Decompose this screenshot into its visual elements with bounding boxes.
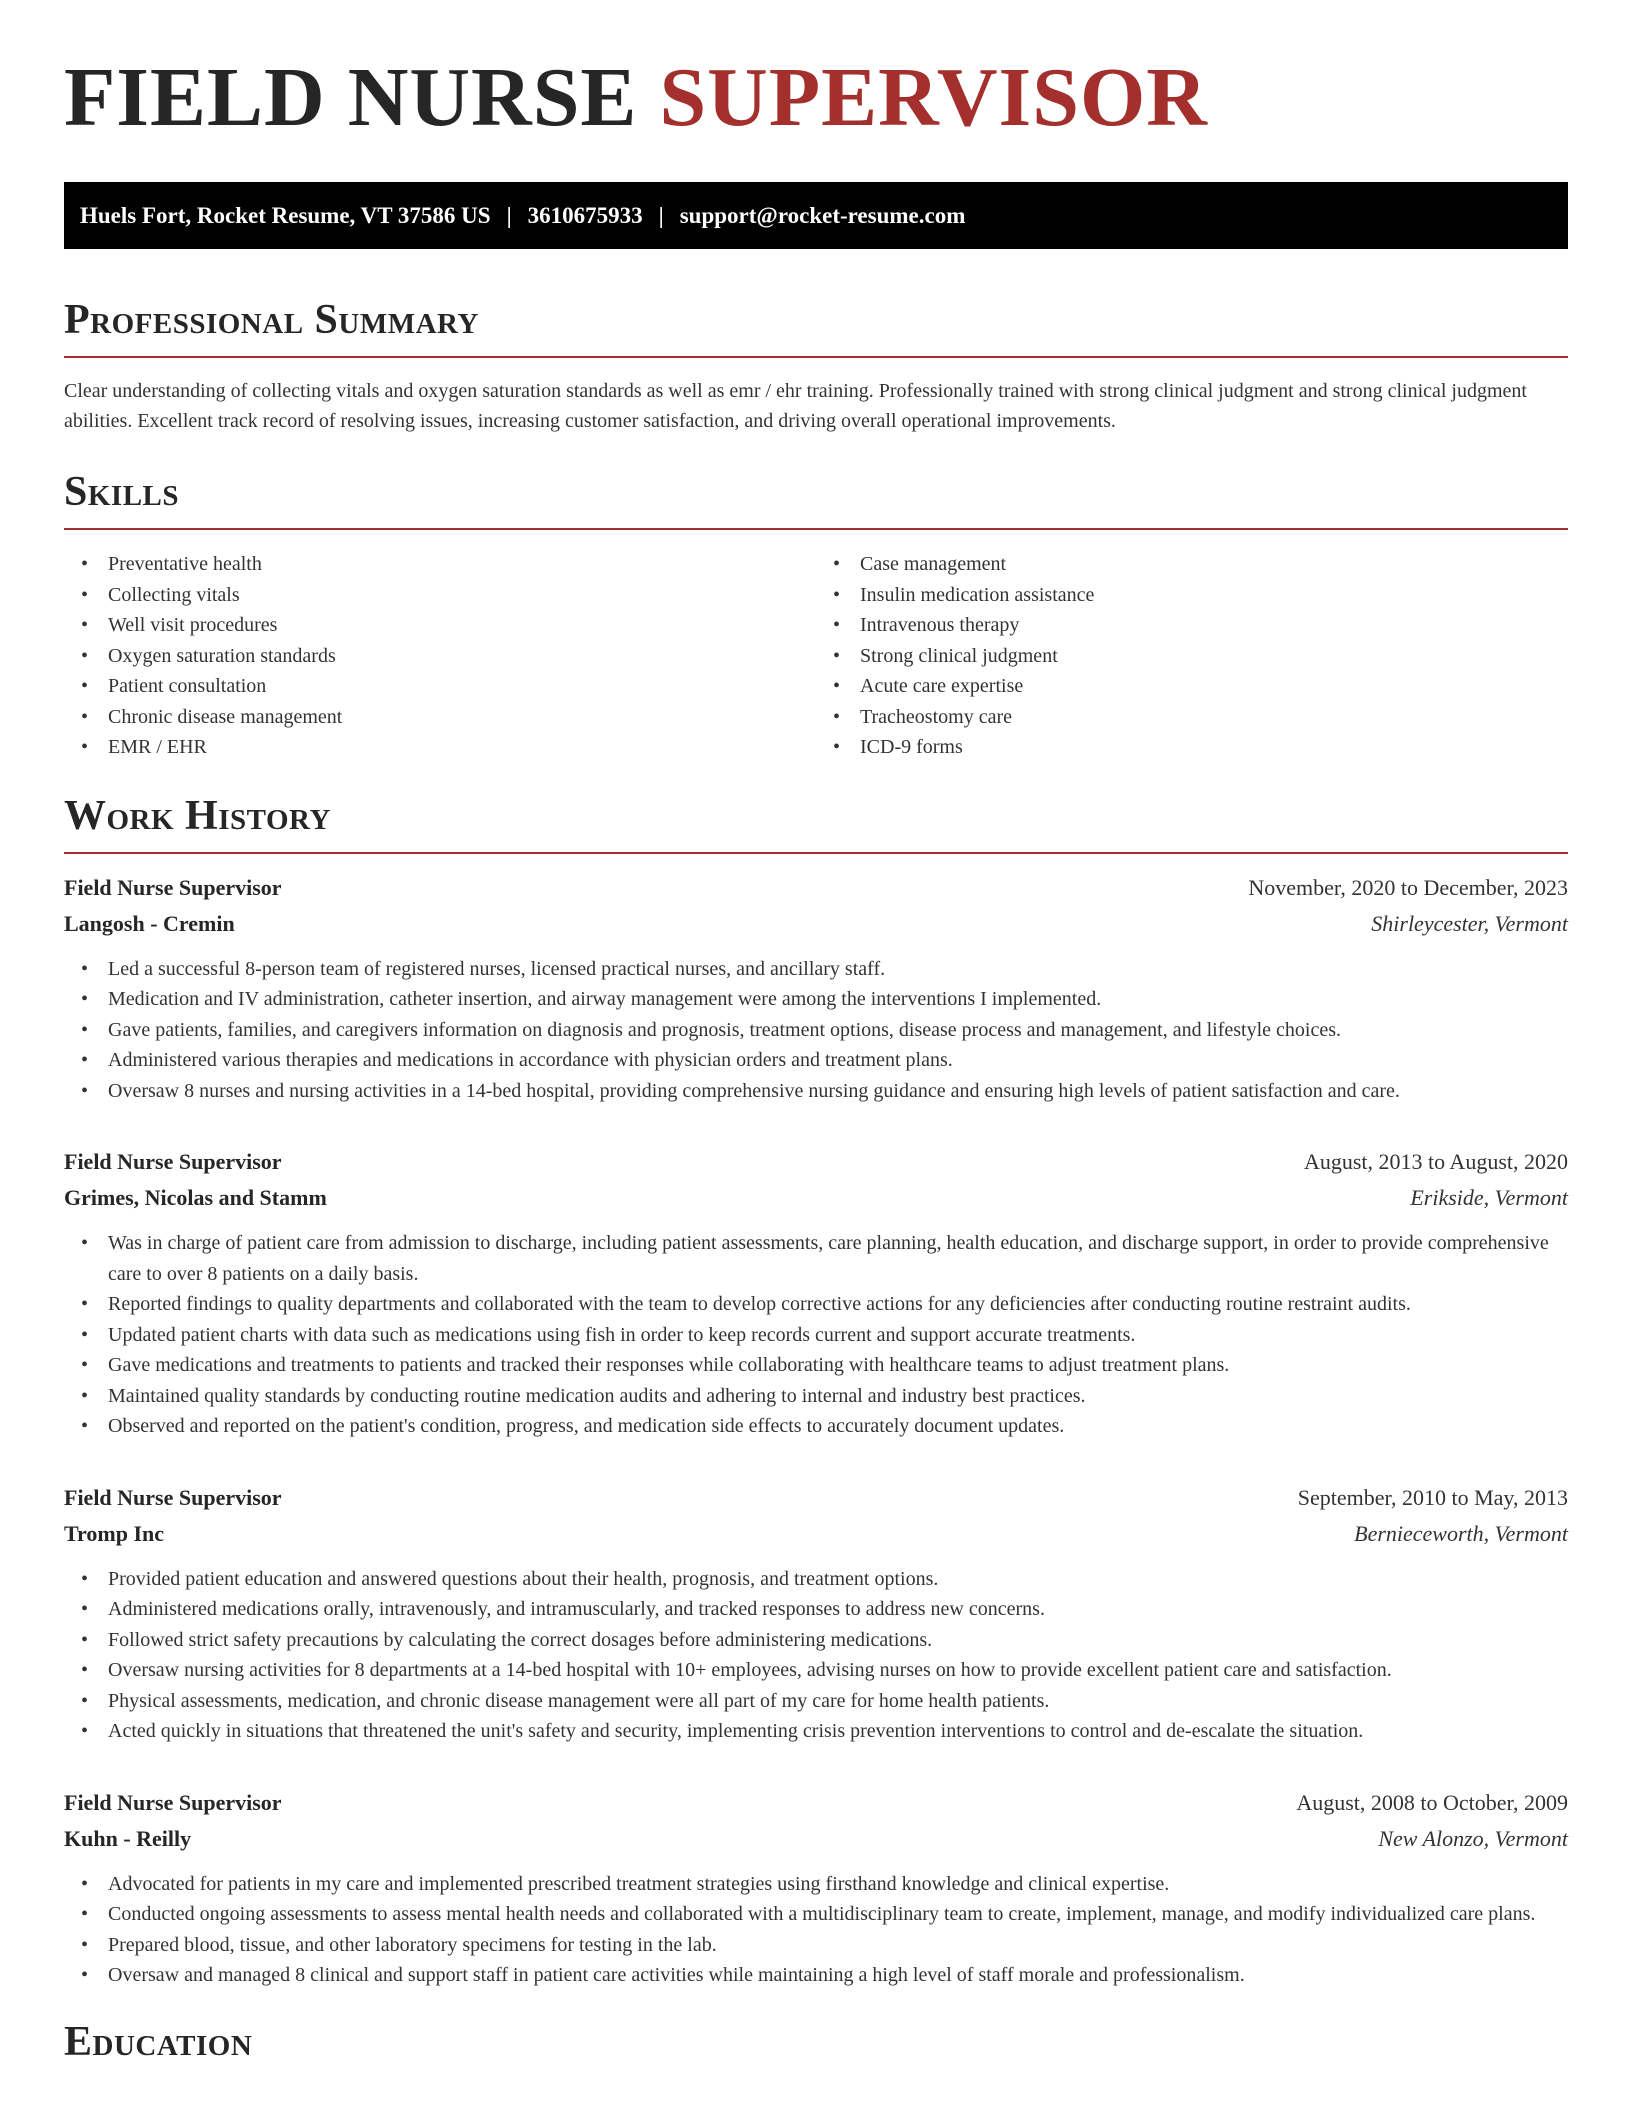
job-location: Bernieceworth, Vermont (1354, 1520, 1568, 1546)
job-company: Kuhn - Reilly (64, 1825, 192, 1851)
skill-item: • Preventative health (64, 549, 816, 580)
job-dates: September, 2010 to May, 2013 (1297, 1484, 1568, 1510)
job-bullet: • Was in charge of patient care from admission to discharge, including patient assessments, care planning, health education, and discharge support, in order to provide comprehensive care to over 8 patients on a daily basis. (64, 1228, 1568, 1289)
job-bullet: • Updated patient charts with data such as medications using fish in order to keep records current and support accurate treatments. (64, 1320, 1568, 1351)
job-bullet: • Administered medications orally, intravenously, and intramuscularly, and tracked responses to address new concerns. (64, 1594, 1568, 1625)
job-title: Field Nurse Supervisor (64, 1149, 282, 1174)
job-header-row (64, 1144, 1568, 1180)
job-bullet: • Physical assessments, medication, and chronic disease management were all part of my care for home health patients. (64, 1686, 1568, 1717)
skills-list-left (64, 549, 816, 763)
skill-item: • Acute care expertise (816, 671, 1568, 702)
job-bullet: • Reported findings to quality departments and collaborated with the team to develop corrective actions for any deficiencies after conducting routine restraint audits. (64, 1289, 1568, 1320)
skill-item: • Tracheostomy care (816, 702, 1568, 733)
job-bullet: • Observed and reported on the patient's condition, progress, and medication side effects to accurately document updates. (64, 1411, 1568, 1442)
summary-text: Clear understanding of collecting vitals and oxygen saturation standards as well as emr / ehr training. Professionally trained with strong clinical judgment and strong clinical judgment abilities. Excellent track record of resolving issues, increasing customer satisfaction, and driving overall operational improvements. (64, 380, 1527, 432)
job-bullet-list (64, 1564, 1568, 1747)
skill-item: • ICD-9 forms (816, 732, 1568, 763)
job-bullet-list (64, 1869, 1568, 1991)
job-location: Shirleycester, Vermont (1371, 910, 1568, 936)
job-dates: November, 2020 to December, 2023 (1248, 874, 1568, 900)
contact-phone: 3610675933 (527, 202, 643, 228)
education-heading: Education (64, 2018, 253, 2065)
job-company-row (64, 906, 1568, 942)
title-main: FIELD NURSE (64, 51, 638, 144)
job-bullet: • Administered various therapies and medications in accordance with physician orders and treatment plans. (64, 1045, 1568, 1076)
skill-item: • EMR / EHR (64, 732, 816, 763)
job-bullet: • Medication and IV administration, catheter insertion, and airway management were among the interventions I implemented. (64, 984, 1568, 1015)
job-bullet-list (64, 954, 1568, 1107)
job-bullet: • Oversaw nursing activities for 8 departments at a 14-bed hospital with 10+ employees, advising nurses on how to provide excellent patient care and satisfaction. (64, 1655, 1568, 1686)
job-bullet-list (64, 1228, 1568, 1442)
job-header-row (64, 1480, 1568, 1516)
job-dates: August, 2008 to October, 2009 (1296, 1789, 1568, 1815)
section-divider (64, 528, 1568, 530)
contact-address: Huels Fort, Rocket Resume, VT 37586 US (80, 202, 491, 228)
job-bullet: • Acted quickly in situations that threatened the unit's safety and security, implementing crisis prevention interventions to control and de-escalate the situation. (64, 1716, 1568, 1747)
job-bullet: • Followed strict safety precautions by calculating the correct dosages before administering medications. (64, 1625, 1568, 1656)
skills-grid (64, 549, 1568, 763)
job-company-row (64, 1516, 1568, 1552)
job-bullet: • Gave medications and treatments to patients and tracked their responses while collaborating with healthcare teams to adjust treatment plans. (64, 1350, 1568, 1381)
job-bullet: • Provided patient education and answered questions about their health, prognosis, and treatment options. (64, 1564, 1568, 1595)
job-location: Erikside, Vermont (1410, 1185, 1568, 1210)
skill-item: • Collecting vitals (64, 580, 816, 611)
skill-item: • Patient consultation (64, 671, 816, 702)
skill-item: • Strong clinical judgment (816, 641, 1568, 672)
job-bullet: • Oversaw and managed 8 clinical and support staff in patient care activities while maintaining a high level of staff morale and professionalism. (64, 1960, 1568, 1991)
contact-bar (64, 182, 1568, 249)
job-header-row (64, 1785, 1568, 1821)
contact-separator: | (658, 202, 664, 228)
job-bullet: • Maintained quality standards by conducting routine medication audits and adhering to internal and industry best practices. (64, 1381, 1568, 1412)
job-entry (64, 1785, 1568, 1991)
job-bullet: • Advocated for patients in my care and implemented prescribed treatment strategies using firsthand knowledge and clinical expertise. (64, 1869, 1568, 1900)
section-divider (64, 356, 1568, 358)
job-entry (64, 870, 1568, 1107)
contact-email: support@rocket-resume.com (679, 202, 966, 228)
contact-separator: | (506, 202, 512, 228)
job-dates: August, 2013 to August, 2020 (1303, 1149, 1568, 1174)
summary-heading: Professional Summary (64, 297, 479, 343)
job-header-row (64, 870, 1568, 906)
skills-section (64, 471, 1568, 763)
education-section (64, 2018, 1568, 2065)
work-history-section (64, 792, 1568, 1991)
resume-title (64, 51, 1568, 144)
title-accent: SUPERVISOR (659, 51, 1208, 144)
skill-item: • Intravenous therapy (816, 610, 1568, 641)
skill-item: • Insulin medication assistance (816, 580, 1568, 611)
skill-item: • Well visit procedures (64, 610, 816, 641)
skill-item: • Chronic disease management (64, 702, 816, 733)
job-entry (64, 1144, 1568, 1442)
job-company-row (64, 1821, 1568, 1857)
job-title: Field Nurse Supervisor (64, 874, 282, 900)
job-company: Tromp Inc (64, 1520, 165, 1546)
job-title: Field Nurse Supervisor (64, 1789, 282, 1815)
job-bullet: • Gave patients, families, and caregivers information on diagnosis and prognosis, treatment options, disease process and management, and lifestyle choices. (64, 1015, 1568, 1046)
job-bullet: • Oversaw 8 nurses and nursing activities in a 14-bed hospital, providing comprehensive nursing guidance and ensuring high levels of patient satisfaction and care. (64, 1076, 1568, 1107)
job-entry (64, 1480, 1568, 1747)
section-divider (64, 852, 1568, 854)
skill-item: • Case management (816, 549, 1568, 580)
job-bullet: • Conducted ongoing assessments to assess mental health needs and collaborated with a multidisciplinary team to create, implement, manage, and modify individualized care plans. (64, 1899, 1568, 1930)
job-bullet: • Led a successful 8-person team of registered nurses, licensed practical nurses, and ancillary staff. (64, 954, 1568, 985)
summary-section (64, 299, 1568, 436)
job-title: Field Nurse Supervisor (64, 1484, 282, 1510)
work-history-heading: Work History (64, 792, 331, 839)
job-company: Langosh - Cremin (64, 910, 235, 936)
job-list (64, 870, 1568, 1991)
job-company-row (64, 1180, 1568, 1216)
job-bullet: • Prepared blood, tissue, and other laboratory specimens for testing in the lab. (64, 1930, 1568, 1961)
skills-list-right (816, 549, 1568, 763)
job-company: Grimes, Nicolas and Stamm (64, 1185, 327, 1210)
skill-item: • Oxygen saturation standards (64, 641, 816, 672)
skills-heading: Skills (64, 469, 180, 515)
job-location: New Alonzo, Vermont (1378, 1825, 1568, 1851)
